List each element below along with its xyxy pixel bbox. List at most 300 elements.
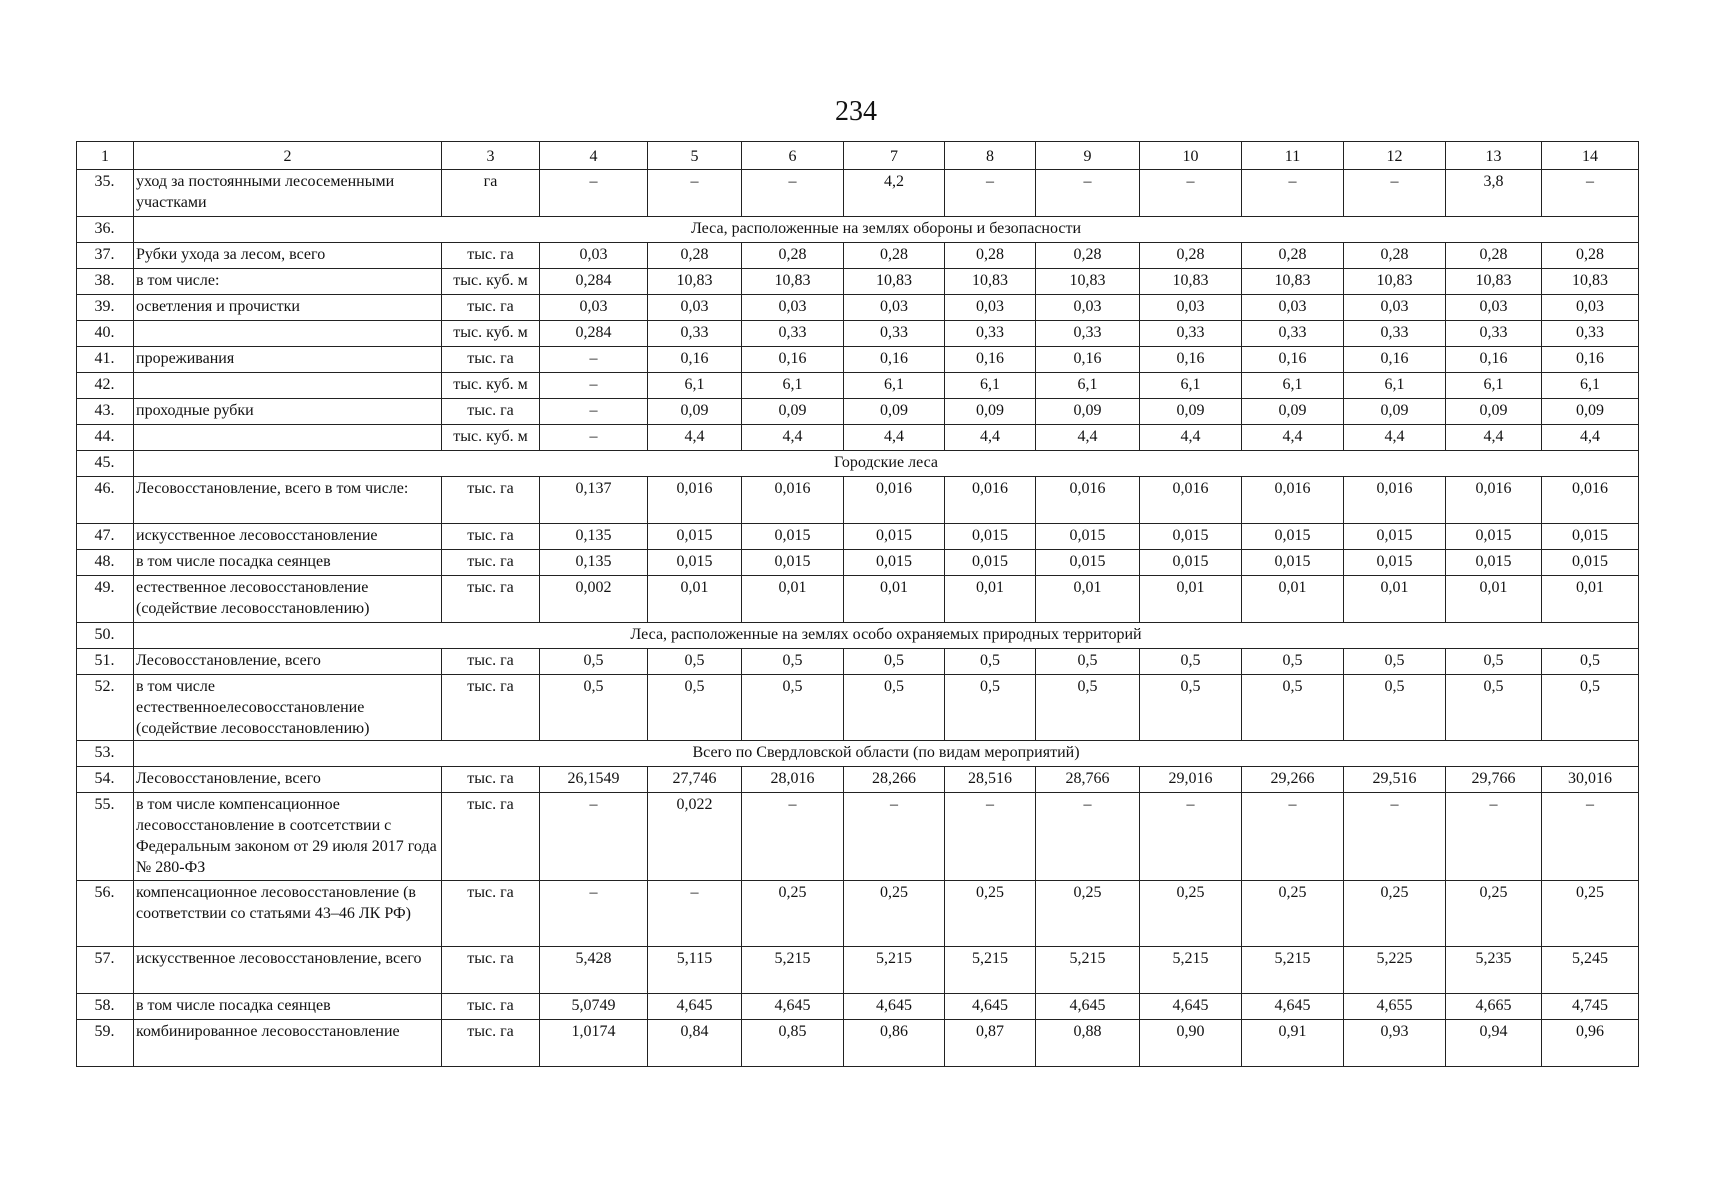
value-cell: 6,1 xyxy=(844,373,945,399)
row-name: в том числе посадка сеянцев xyxy=(134,994,442,1020)
row-name: компенсационное лесовосстановление (в соответствии со статьями 43–46 ЛК РФ) xyxy=(134,881,442,947)
value-cell: 29,016 xyxy=(1140,767,1242,793)
value-cell: 0,5 xyxy=(945,649,1036,675)
table-row xyxy=(77,881,1639,947)
value-cell: 0,03 xyxy=(1344,295,1446,321)
value-cell: 0,09 xyxy=(742,399,844,425)
value-cell: 5,215 xyxy=(945,947,1036,994)
value-cell: 10,83 xyxy=(1140,269,1242,295)
value-cell: 0,03 xyxy=(540,243,648,269)
row-number: 50. xyxy=(77,623,134,649)
value-cell: 0,5 xyxy=(1542,649,1639,675)
row-name: комбинированное лесовосстановление xyxy=(134,1020,442,1067)
value-cell: 0,137 xyxy=(540,477,648,524)
row-unit: тыс. га xyxy=(442,399,540,425)
value-cell: 4,655 xyxy=(1344,994,1446,1020)
value-cell: 0,284 xyxy=(540,321,648,347)
value-cell: 0,01 xyxy=(1140,576,1242,623)
value-cell: 0,5 xyxy=(1446,675,1542,741)
value-cell: 29,516 xyxy=(1344,767,1446,793)
column-number-cell: 12 xyxy=(1344,142,1446,170)
value-cell: 5,235 xyxy=(1446,947,1542,994)
value-cell: 4,4 xyxy=(945,425,1036,451)
value-cell: 0,94 xyxy=(1446,1020,1542,1067)
value-cell: – xyxy=(945,170,1036,217)
value-cell: 1,0174 xyxy=(540,1020,648,1067)
value-cell: 0,90 xyxy=(1140,1020,1242,1067)
value-cell: 0,33 xyxy=(1446,321,1542,347)
value-cell: – xyxy=(540,347,648,373)
value-cell: 0,5 xyxy=(1036,675,1140,741)
value-cell: – xyxy=(648,881,742,947)
value-cell: – xyxy=(1344,170,1446,217)
value-cell: 0,25 xyxy=(1140,881,1242,947)
table-row xyxy=(77,994,1639,1020)
table-row xyxy=(77,793,1639,881)
column-number-cell: 8 xyxy=(945,142,1036,170)
row-number: 46. xyxy=(77,477,134,524)
table-row xyxy=(77,373,1639,399)
value-cell: – xyxy=(742,793,844,881)
value-cell: 0,09 xyxy=(1036,399,1140,425)
row-number: 51. xyxy=(77,649,134,675)
value-cell: 0,01 xyxy=(1242,576,1344,623)
value-cell: 0,022 xyxy=(648,793,742,881)
column-number-header xyxy=(77,142,1639,170)
value-cell: 0,5 xyxy=(742,649,844,675)
column-number-cell: 14 xyxy=(1542,142,1639,170)
row-number: 45. xyxy=(77,451,134,477)
value-cell: 0,5 xyxy=(1242,675,1344,741)
value-cell: 5,215 xyxy=(1242,947,1344,994)
value-cell: 10,83 xyxy=(1242,269,1344,295)
value-cell: 4,4 xyxy=(1446,425,1542,451)
section-row xyxy=(77,217,1639,243)
row-unit: тыс. га xyxy=(442,649,540,675)
value-cell: 0,03 xyxy=(1036,295,1140,321)
value-cell: 0,015 xyxy=(742,524,844,550)
row-name: в том числе компенсационное лесовосстановление в соотсетствии с Федеральным законом от 29 июля 2017 года № 280-ФЗ xyxy=(134,793,442,881)
value-cell: 0,01 xyxy=(844,576,945,623)
value-cell: 0,16 xyxy=(844,347,945,373)
value-cell: 4,645 xyxy=(1140,994,1242,1020)
value-cell: 0,5 xyxy=(1446,649,1542,675)
value-cell: 0,87 xyxy=(945,1020,1036,1067)
value-cell: 0,015 xyxy=(1542,524,1639,550)
value-cell: 0,015 xyxy=(945,550,1036,576)
row-unit: тыс. куб. м xyxy=(442,321,540,347)
table-row xyxy=(77,321,1639,347)
value-cell: 5,428 xyxy=(540,947,648,994)
value-cell: 4,645 xyxy=(648,994,742,1020)
value-cell: 0,135 xyxy=(540,550,648,576)
row-unit: тыс. га xyxy=(442,793,540,881)
value-cell: 0,015 xyxy=(945,524,1036,550)
row-unit: тыс. куб. м xyxy=(442,269,540,295)
value-cell: 4,665 xyxy=(1446,994,1542,1020)
table-row xyxy=(77,767,1639,793)
page-number: 234 xyxy=(835,96,877,127)
value-cell: 28,516 xyxy=(945,767,1036,793)
value-cell: 0,016 xyxy=(648,477,742,524)
value-cell: 0,5 xyxy=(1344,675,1446,741)
value-cell: 0,015 xyxy=(1344,524,1446,550)
value-cell: – xyxy=(844,793,945,881)
value-cell: 0,28 xyxy=(1446,243,1542,269)
value-cell: 6,1 xyxy=(945,373,1036,399)
value-cell: 0,16 xyxy=(1140,347,1242,373)
value-cell: 0,015 xyxy=(844,524,945,550)
value-cell: 28,016 xyxy=(742,767,844,793)
value-cell: 0,016 xyxy=(844,477,945,524)
value-cell: 0,016 xyxy=(1446,477,1542,524)
value-cell: 0,25 xyxy=(1036,881,1140,947)
value-cell: 6,1 xyxy=(1542,373,1639,399)
value-cell: 0,28 xyxy=(742,243,844,269)
value-cell: 0,01 xyxy=(1344,576,1446,623)
value-cell: 0,28 xyxy=(945,243,1036,269)
value-cell: 0,09 xyxy=(1242,399,1344,425)
value-cell: 0,16 xyxy=(742,347,844,373)
column-number-cell: 6 xyxy=(742,142,844,170)
value-cell: 0,03 xyxy=(648,295,742,321)
value-cell: 0,33 xyxy=(648,321,742,347)
row-number: 38. xyxy=(77,269,134,295)
row-number: 42. xyxy=(77,373,134,399)
table-row xyxy=(77,425,1639,451)
value-cell: 0,33 xyxy=(945,321,1036,347)
value-cell: 0,015 xyxy=(1140,524,1242,550)
value-cell: 5,215 xyxy=(1036,947,1140,994)
value-cell: 0,015 xyxy=(648,524,742,550)
row-name xyxy=(134,321,442,347)
column-number-cell: 3 xyxy=(442,142,540,170)
value-cell: 0,16 xyxy=(1446,347,1542,373)
value-cell: 0,5 xyxy=(1344,649,1446,675)
value-cell: 0,016 xyxy=(1344,477,1446,524)
value-cell: 0,01 xyxy=(1446,576,1542,623)
section-row xyxy=(77,451,1639,477)
value-cell: 0,85 xyxy=(742,1020,844,1067)
row-number: 55. xyxy=(77,793,134,881)
value-cell: 4,4 xyxy=(648,425,742,451)
data-table xyxy=(76,141,1639,1067)
value-cell: 0,16 xyxy=(1242,347,1344,373)
row-unit: тыс. га xyxy=(442,1020,540,1067)
row-number: 54. xyxy=(77,767,134,793)
row-name: прореживания xyxy=(134,347,442,373)
value-cell: 5,225 xyxy=(1344,947,1446,994)
value-cell: – xyxy=(540,373,648,399)
value-cell: 5,215 xyxy=(1140,947,1242,994)
value-cell: 0,015 xyxy=(1036,524,1140,550)
value-cell: 0,01 xyxy=(1036,576,1140,623)
value-cell: – xyxy=(1140,170,1242,217)
value-cell: 0,03 xyxy=(540,295,648,321)
value-cell: 0,015 xyxy=(742,550,844,576)
value-cell: – xyxy=(1446,793,1542,881)
value-cell: – xyxy=(540,425,648,451)
value-cell: 0,33 xyxy=(1542,321,1639,347)
row-name: Лесовосстановление, всего xyxy=(134,767,442,793)
row-number: 53. xyxy=(77,741,134,767)
value-cell: 0,016 xyxy=(1036,477,1140,524)
value-cell: 5,215 xyxy=(844,947,945,994)
row-unit: тыс. куб. м xyxy=(442,373,540,399)
column-number-cell: 2 xyxy=(134,142,442,170)
value-cell: 0,28 xyxy=(1036,243,1140,269)
value-cell: 0,01 xyxy=(648,576,742,623)
value-cell: 0,86 xyxy=(844,1020,945,1067)
value-cell: – xyxy=(1344,793,1446,881)
value-cell: 10,83 xyxy=(648,269,742,295)
value-cell: 0,03 xyxy=(1446,295,1542,321)
row-name: искусственное лесовосстановление, всего xyxy=(134,947,442,994)
value-cell: 0,016 xyxy=(742,477,844,524)
row-unit: тыс. га xyxy=(442,524,540,550)
value-cell: 0,25 xyxy=(945,881,1036,947)
value-cell: 0,5 xyxy=(648,675,742,741)
row-unit: тыс. га xyxy=(442,347,540,373)
value-cell: 4,745 xyxy=(1542,994,1639,1020)
value-cell: – xyxy=(1242,170,1344,217)
row-name: в том числе естественноелесовосстановление (содействие лесовосстановлению) xyxy=(134,675,442,741)
value-cell: 4,4 xyxy=(1140,425,1242,451)
row-name: искусственное лесовосстановление xyxy=(134,524,442,550)
table-row xyxy=(77,524,1639,550)
value-cell: 0,91 xyxy=(1242,1020,1344,1067)
value-cell: 4,4 xyxy=(844,425,945,451)
value-cell: – xyxy=(1542,170,1639,217)
value-cell: 0,33 xyxy=(1036,321,1140,347)
value-cell: – xyxy=(945,793,1036,881)
value-cell: 0,09 xyxy=(1446,399,1542,425)
value-cell: 0,284 xyxy=(540,269,648,295)
value-cell: 0,01 xyxy=(945,576,1036,623)
value-cell: 4,4 xyxy=(1344,425,1446,451)
value-cell: 0,16 xyxy=(1036,347,1140,373)
value-cell: – xyxy=(540,399,648,425)
value-cell: 0,015 xyxy=(844,550,945,576)
table-row xyxy=(77,576,1639,623)
value-cell: 0,09 xyxy=(844,399,945,425)
table-row xyxy=(77,170,1639,217)
value-cell: 5,0749 xyxy=(540,994,648,1020)
row-name: Лесовосстановление, всего в том числе: xyxy=(134,477,442,524)
column-number-cell: 9 xyxy=(1036,142,1140,170)
value-cell: 0,015 xyxy=(1446,524,1542,550)
value-cell: 0,09 xyxy=(1344,399,1446,425)
row-number: 57. xyxy=(77,947,134,994)
value-cell: 0,28 xyxy=(1344,243,1446,269)
value-cell: 10,83 xyxy=(1542,269,1639,295)
value-cell: 0,28 xyxy=(1140,243,1242,269)
value-cell: 4,4 xyxy=(742,425,844,451)
row-number: 56. xyxy=(77,881,134,947)
table-row xyxy=(77,550,1639,576)
value-cell: – xyxy=(1542,793,1639,881)
value-cell: 5,115 xyxy=(648,947,742,994)
value-cell: 0,03 xyxy=(1542,295,1639,321)
table-row xyxy=(77,649,1639,675)
value-cell: 10,83 xyxy=(1446,269,1542,295)
row-unit: тыс. куб. м xyxy=(442,425,540,451)
value-cell: 0,5 xyxy=(844,649,945,675)
value-cell: 0,96 xyxy=(1542,1020,1639,1067)
value-cell: – xyxy=(1036,170,1140,217)
row-unit: тыс. га xyxy=(442,675,540,741)
section-title: Всего по Свердловской области (по видам мероприятий) xyxy=(134,741,1639,767)
value-cell: 0,84 xyxy=(648,1020,742,1067)
value-cell: 0,33 xyxy=(1242,321,1344,347)
value-cell: 0,16 xyxy=(945,347,1036,373)
row-unit: тыс. га xyxy=(442,994,540,1020)
value-cell: 6,1 xyxy=(1446,373,1542,399)
row-number: 36. xyxy=(77,217,134,243)
column-number-cell: 7 xyxy=(844,142,945,170)
row-number: 39. xyxy=(77,295,134,321)
value-cell: 28,766 xyxy=(1036,767,1140,793)
row-number: 37. xyxy=(77,243,134,269)
value-cell: 0,25 xyxy=(1242,881,1344,947)
column-number-cell: 13 xyxy=(1446,142,1542,170)
value-cell: 0,015 xyxy=(1542,550,1639,576)
value-cell: 0,5 xyxy=(1140,675,1242,741)
value-cell: 0,03 xyxy=(1140,295,1242,321)
value-cell: 0,25 xyxy=(844,881,945,947)
row-unit: тыс. га xyxy=(442,767,540,793)
value-cell: – xyxy=(540,881,648,947)
value-cell: 0,09 xyxy=(1542,399,1639,425)
value-cell: 0,03 xyxy=(945,295,1036,321)
table-row xyxy=(77,947,1639,994)
value-cell: 4,645 xyxy=(1242,994,1344,1020)
section-title: Леса, расположенные на землях обороны и безопасности xyxy=(134,217,1639,243)
value-cell: 10,83 xyxy=(1344,269,1446,295)
value-cell: 0,25 xyxy=(742,881,844,947)
value-cell: 0,33 xyxy=(1140,321,1242,347)
value-cell: 6,1 xyxy=(742,373,844,399)
row-unit: тыс. га xyxy=(442,550,540,576)
table-row xyxy=(77,347,1639,373)
row-number: 59. xyxy=(77,1020,134,1067)
value-cell: 0,016 xyxy=(1242,477,1344,524)
row-unit: тыс. га xyxy=(442,243,540,269)
value-cell: – xyxy=(648,170,742,217)
row-unit: тыс. га xyxy=(442,477,540,524)
table-row xyxy=(77,675,1639,741)
value-cell: 0,01 xyxy=(742,576,844,623)
value-cell: 0,5 xyxy=(540,649,648,675)
value-cell: 4,4 xyxy=(1242,425,1344,451)
value-cell: 0,09 xyxy=(945,399,1036,425)
value-cell: 0,03 xyxy=(742,295,844,321)
table-row xyxy=(77,477,1639,524)
value-cell: 0,015 xyxy=(1446,550,1542,576)
value-cell: 0,5 xyxy=(540,675,648,741)
table-row xyxy=(77,269,1639,295)
row-number: 58. xyxy=(77,994,134,1020)
row-number: 52. xyxy=(77,675,134,741)
row-name: уход за постоянными лесосеменными участками xyxy=(134,170,442,217)
row-name: в том числе посадка сеянцев xyxy=(134,550,442,576)
value-cell: 0,5 xyxy=(945,675,1036,741)
row-number: 40. xyxy=(77,321,134,347)
value-cell: 4,645 xyxy=(1036,994,1140,1020)
row-name: осветления и прочистки xyxy=(134,295,442,321)
section-row xyxy=(77,741,1639,767)
value-cell: 0,33 xyxy=(844,321,945,347)
row-name: Лесовосстановление, всего xyxy=(134,649,442,675)
row-name: проходные рубки xyxy=(134,399,442,425)
row-name xyxy=(134,425,442,451)
value-cell: 0,09 xyxy=(1140,399,1242,425)
row-name xyxy=(134,373,442,399)
value-cell: 30,016 xyxy=(1542,767,1639,793)
value-cell: 0,93 xyxy=(1344,1020,1446,1067)
value-cell: 6,1 xyxy=(1140,373,1242,399)
row-unit: тыс. га xyxy=(442,576,540,623)
value-cell: 29,266 xyxy=(1242,767,1344,793)
value-cell: 0,28 xyxy=(648,243,742,269)
row-unit: тыс. га xyxy=(442,947,540,994)
value-cell: 0,03 xyxy=(844,295,945,321)
value-cell: 0,28 xyxy=(844,243,945,269)
value-cell: 10,83 xyxy=(742,269,844,295)
value-cell: 4,2 xyxy=(844,170,945,217)
value-cell: – xyxy=(540,793,648,881)
value-cell: 0,03 xyxy=(1242,295,1344,321)
row-number: 41. xyxy=(77,347,134,373)
value-cell: – xyxy=(1036,793,1140,881)
value-cell: 0,5 xyxy=(1242,649,1344,675)
value-cell: 0,25 xyxy=(1446,881,1542,947)
row-number: 35. xyxy=(77,170,134,217)
value-cell: 10,83 xyxy=(945,269,1036,295)
value-cell: – xyxy=(742,170,844,217)
value-cell: 0,28 xyxy=(1242,243,1344,269)
value-cell: 0,16 xyxy=(1344,347,1446,373)
value-cell: 0,5 xyxy=(1036,649,1140,675)
value-cell: 4,4 xyxy=(1542,425,1639,451)
value-cell: 5,215 xyxy=(742,947,844,994)
column-number-cell: 1 xyxy=(77,142,134,170)
row-name: Рубки ухода за лесом, всего xyxy=(134,243,442,269)
value-cell: 0,16 xyxy=(648,347,742,373)
value-cell: 0,016 xyxy=(1140,477,1242,524)
row-number: 43. xyxy=(77,399,134,425)
value-cell: 6,1 xyxy=(1242,373,1344,399)
column-number-cell: 5 xyxy=(648,142,742,170)
value-cell: 0,015 xyxy=(1140,550,1242,576)
table-row xyxy=(77,1020,1639,1067)
value-cell: 26,1549 xyxy=(540,767,648,793)
value-cell: 0,015 xyxy=(1242,550,1344,576)
value-cell: – xyxy=(1242,793,1344,881)
column-number-cell: 10 xyxy=(1140,142,1242,170)
row-number: 49. xyxy=(77,576,134,623)
value-cell: 6,1 xyxy=(1344,373,1446,399)
table-row xyxy=(77,399,1639,425)
table-row xyxy=(77,295,1639,321)
value-cell: – xyxy=(540,170,648,217)
value-cell: 0,5 xyxy=(742,675,844,741)
row-name: естественное лесовосстановление (содействие лесовосстановлению) xyxy=(134,576,442,623)
value-cell: 5,245 xyxy=(1542,947,1639,994)
value-cell: 0,5 xyxy=(1542,675,1639,741)
value-cell: 4,4 xyxy=(1036,425,1140,451)
value-cell: 0,88 xyxy=(1036,1020,1140,1067)
